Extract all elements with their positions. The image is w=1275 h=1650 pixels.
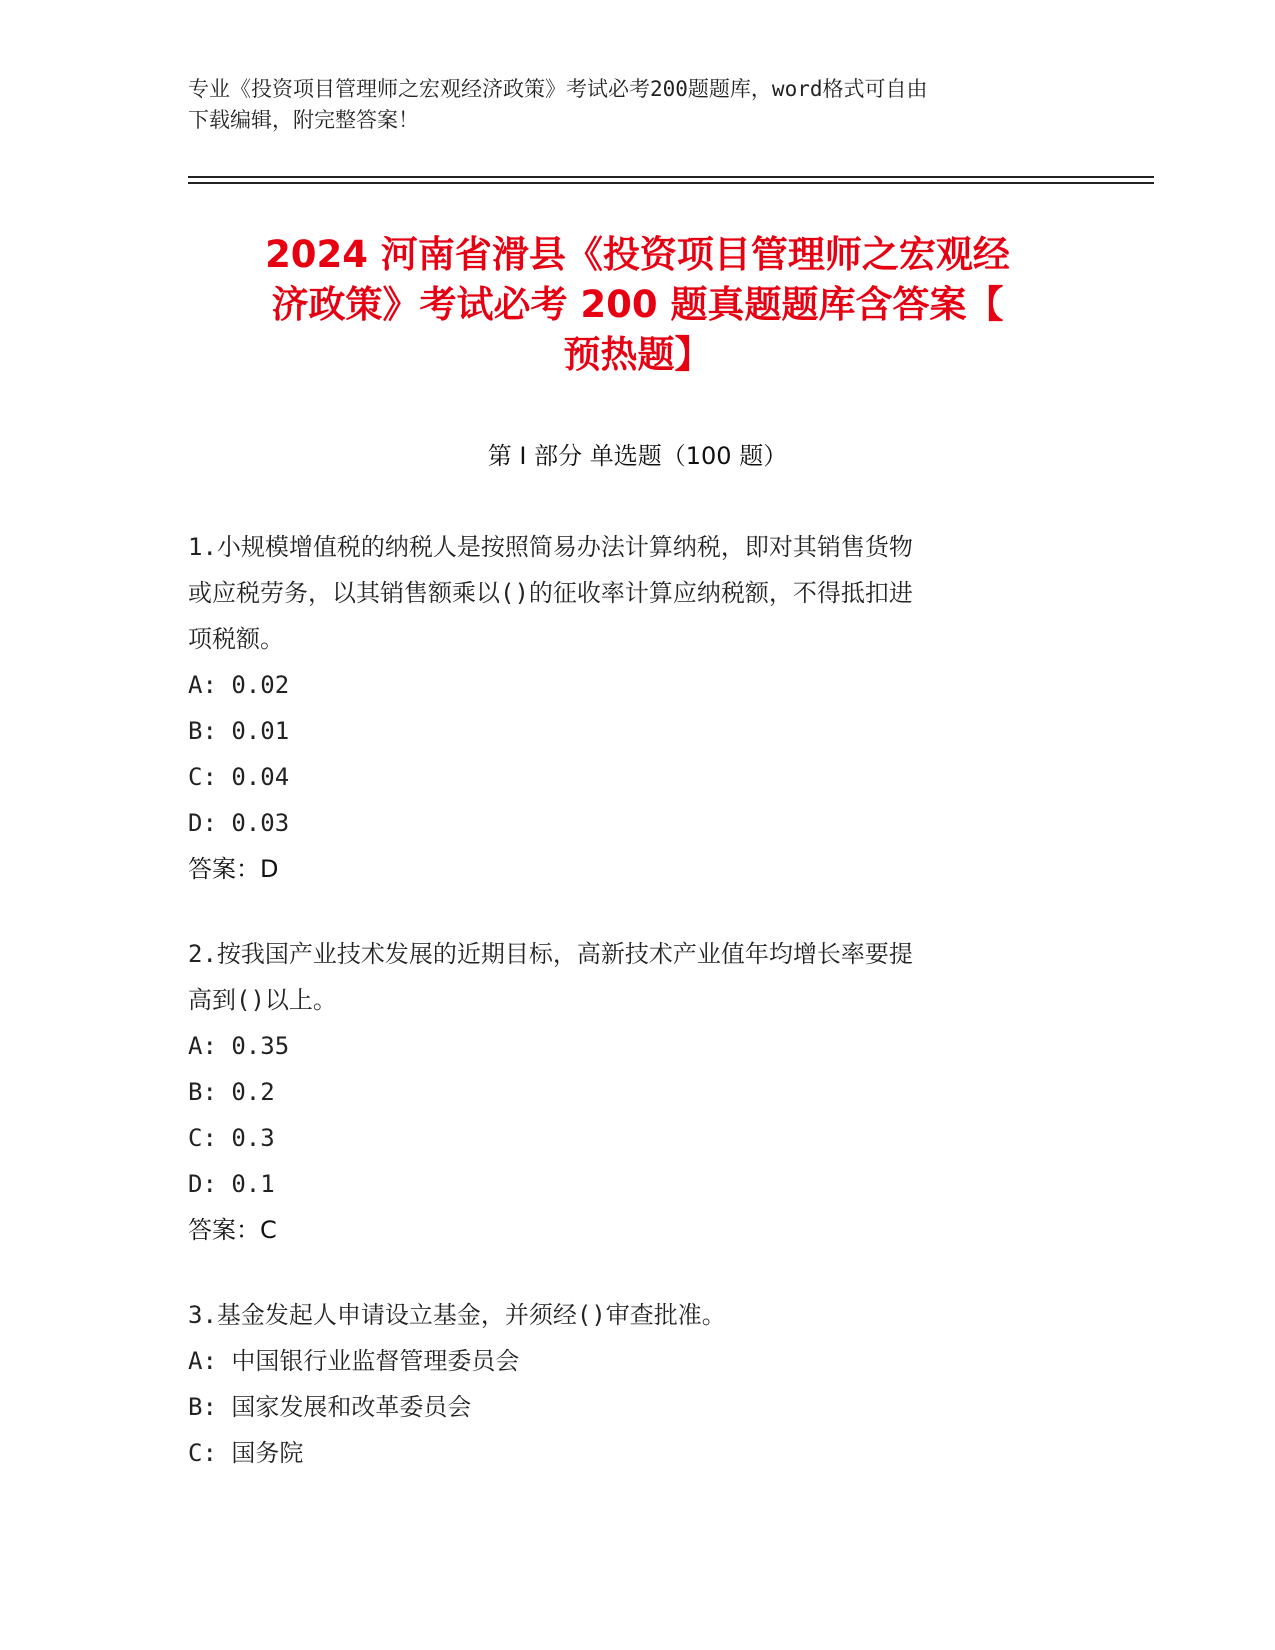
answer-label: 答案：C bbox=[188, 1216, 277, 1244]
section-heading: 第 I 部分 单选题（100 题） bbox=[487, 442, 788, 470]
question-stem-line: 高到()以上。 bbox=[188, 986, 337, 1014]
answer-label: 答案：D bbox=[188, 855, 279, 883]
question-stem-line: 项税额。 bbox=[188, 625, 284, 653]
option-b: B: 国家发展和改革委员会 bbox=[188, 1393, 472, 1421]
option-d: D: 0.1 bbox=[188, 1170, 275, 1198]
header-note-line: 下载编辑，附完整答案！ bbox=[188, 108, 419, 132]
document-title-line: 济政策》考试必考 200 题真题题库含答案【 bbox=[271, 283, 1004, 326]
option-c: C: 国务院 bbox=[188, 1439, 304, 1467]
document-title-line: 2024 河南省滑县《投资项目管理师之宏观经 bbox=[265, 233, 1010, 276]
option-c: C: 0.3 bbox=[188, 1124, 275, 1152]
document-title bbox=[150, 230, 1125, 380]
option-b: B: 0.2 bbox=[188, 1078, 275, 1106]
question-stem-line: 2.按我国产业技术发展的近期目标，高新技术产业值年均增长率要提 bbox=[188, 940, 913, 968]
question-stem-line: 1.小规模增值税的纳税人是按照简易办法计算纳税，即对其销售货物 bbox=[188, 533, 913, 561]
question-stem-line: 3.基金发起人申请设立基金，并须经()审查批准。 bbox=[188, 1301, 726, 1329]
header-divider-bottom bbox=[188, 182, 1154, 184]
option-b: B: 0.01 bbox=[188, 717, 290, 745]
question-3 bbox=[188, 1292, 1068, 1476]
option-a: A: 中国银行业监督管理委员会 bbox=[188, 1347, 520, 1375]
option-d: D: 0.03 bbox=[188, 809, 290, 837]
option-a: A: 0.35 bbox=[188, 1032, 290, 1060]
question-2 bbox=[188, 931, 1068, 1253]
question-stem-line: 或应税劳务，以其销售额乘以()的征收率计算应纳税额，不得抵扣进 bbox=[188, 579, 913, 607]
option-c: C: 0.04 bbox=[188, 763, 290, 791]
question-1 bbox=[188, 524, 1068, 892]
header-note bbox=[188, 74, 1088, 136]
document-title-line: 预热题】 bbox=[563, 333, 712, 376]
header-note-line: 专业《投资项目管理师之宏观经济政策》考试必考200题题库，word格式可自由 bbox=[188, 77, 928, 101]
option-a: A: 0.02 bbox=[188, 671, 290, 699]
header-divider-top bbox=[188, 176, 1154, 178]
